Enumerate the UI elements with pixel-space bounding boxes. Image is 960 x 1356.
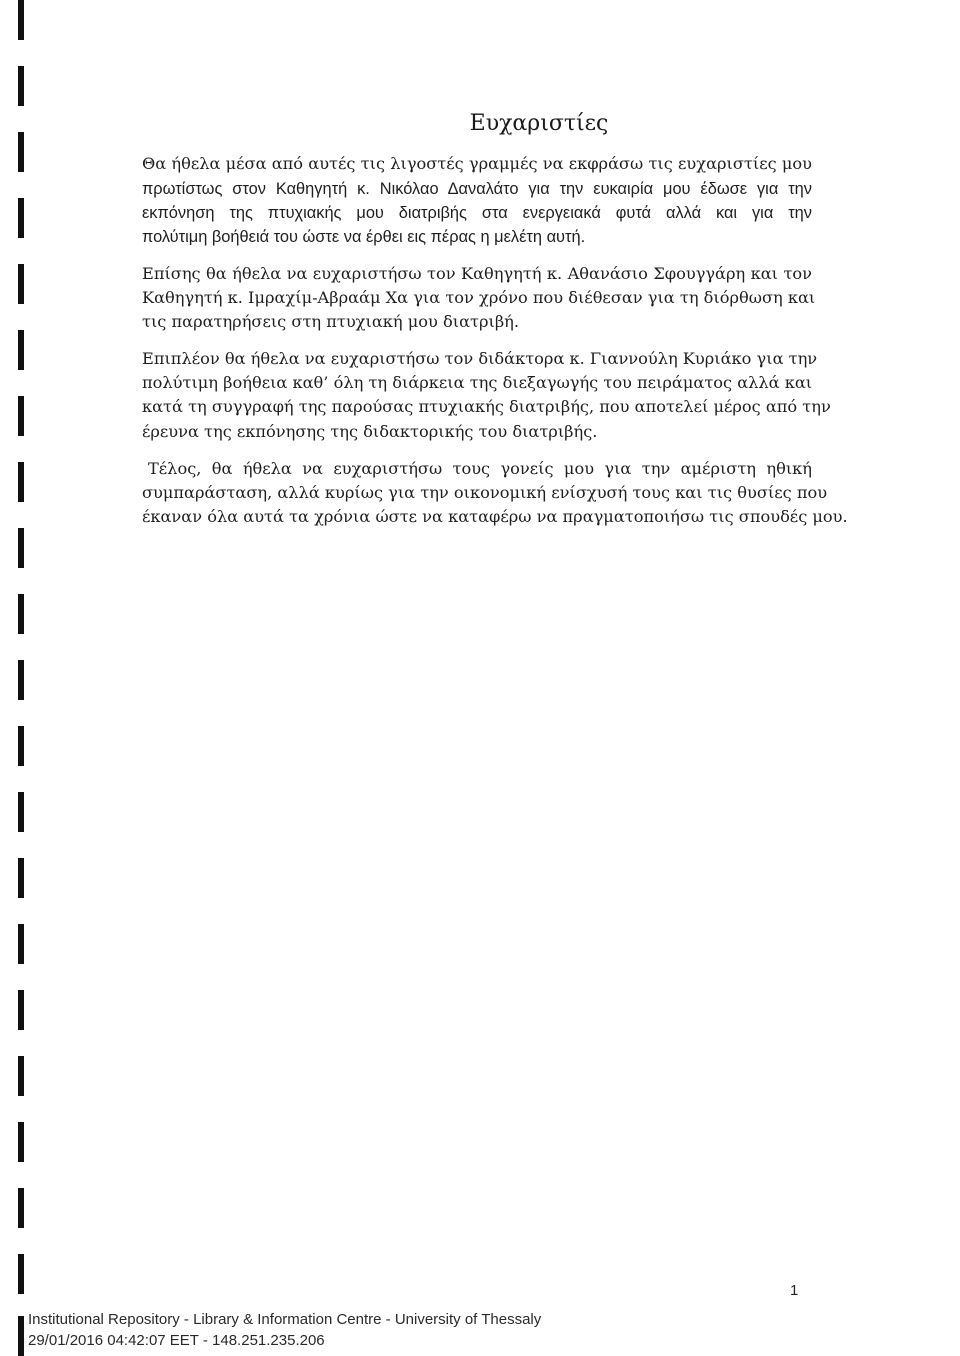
paragraph-4-line-3: έκαναν όλα αυτά τα χρόνια ώστε να καταφέρω να πραγματοποιήσω τις σπουδές μου. [142, 507, 848, 526]
footer-repository-line: Institutional Repository - Library & Information Centre - University of Thessaly [28, 1311, 542, 1328]
paragraph-3-line-2: πολύτιμη βοήθεια καθ’ όλη τη διάρκεια της διεξαγωγής του πειράματος αλλά και [142, 373, 813, 392]
paragraph-2-line-2: Καθηγητή κ. Ιμραχίμ-Αβραάμ Χα για τον χρόνο που διέθεσαν για τη διόρθωση και [142, 288, 816, 307]
page-title: Ευχαριστίες [469, 111, 609, 136]
paragraph-3-line-1: Επιπλέον θα ήθελα να ευχαριστήσω τον διδάκτορα κ. Γιαννούλη Κυριάκο για την [142, 349, 818, 368]
paragraph-4-line-1: Τέλος, θα ήθελα να ευχαριστήσω τους γονείς μου για την αμέριστη ηθική [148, 459, 812, 478]
page-number: 1 [790, 1282, 799, 1299]
paragraph-4-line-2: συμπαράσταση, αλλά κυρίως για την οικονομική ενίσχυσή τους και τις θυσίες που [142, 483, 828, 502]
paragraph-1-line-1: Θα ήθελα μέσα από αυτές τις λιγοστές γραμμές να εκφράσω τις ευχαριστίες μου [142, 154, 812, 173]
paragraph-1-line-3: εκπόνηση της πτυχιακής μου διατριβής στα ενεργειακά φυτά αλλά και για την [142, 204, 812, 222]
paragraph-1-line-2: πρωτίστως στον Καθηγητή κ. Νικόλαο Δαναλάτο για την ευκαιρία μου έδωσε για την [142, 180, 812, 198]
paragraph-2-line-1: Επίσης θα ήθελα να ευχαριστήσω τον Καθηγητή κ. Αθανάσιο Σφουγγάρη και τον [142, 264, 812, 283]
repository-footer [28, 1309, 541, 1351]
footer-timestamp-line: 29/01/2016 04:42:07 EET - 148.251.235.206 [28, 1332, 325, 1349]
paragraph-3-line-4: έρευνα της εκπόνησης της διδακτορικής του διατριβής. [142, 422, 598, 441]
paragraph-1-line-4: πολύτιμη βοήθειά του ώστε να έρθει εις πέρας η μελέτη αυτή. [142, 228, 586, 246]
paragraph-2-line-3: τις παρατηρήσεις στη πτυχιακή μου διατριβή. [142, 312, 520, 331]
paragraph-3-line-3: κατά τη συγγραφή της παρούσας πτυχιακής διατριβής, που αποτελεί μέρος από την [142, 397, 831, 416]
